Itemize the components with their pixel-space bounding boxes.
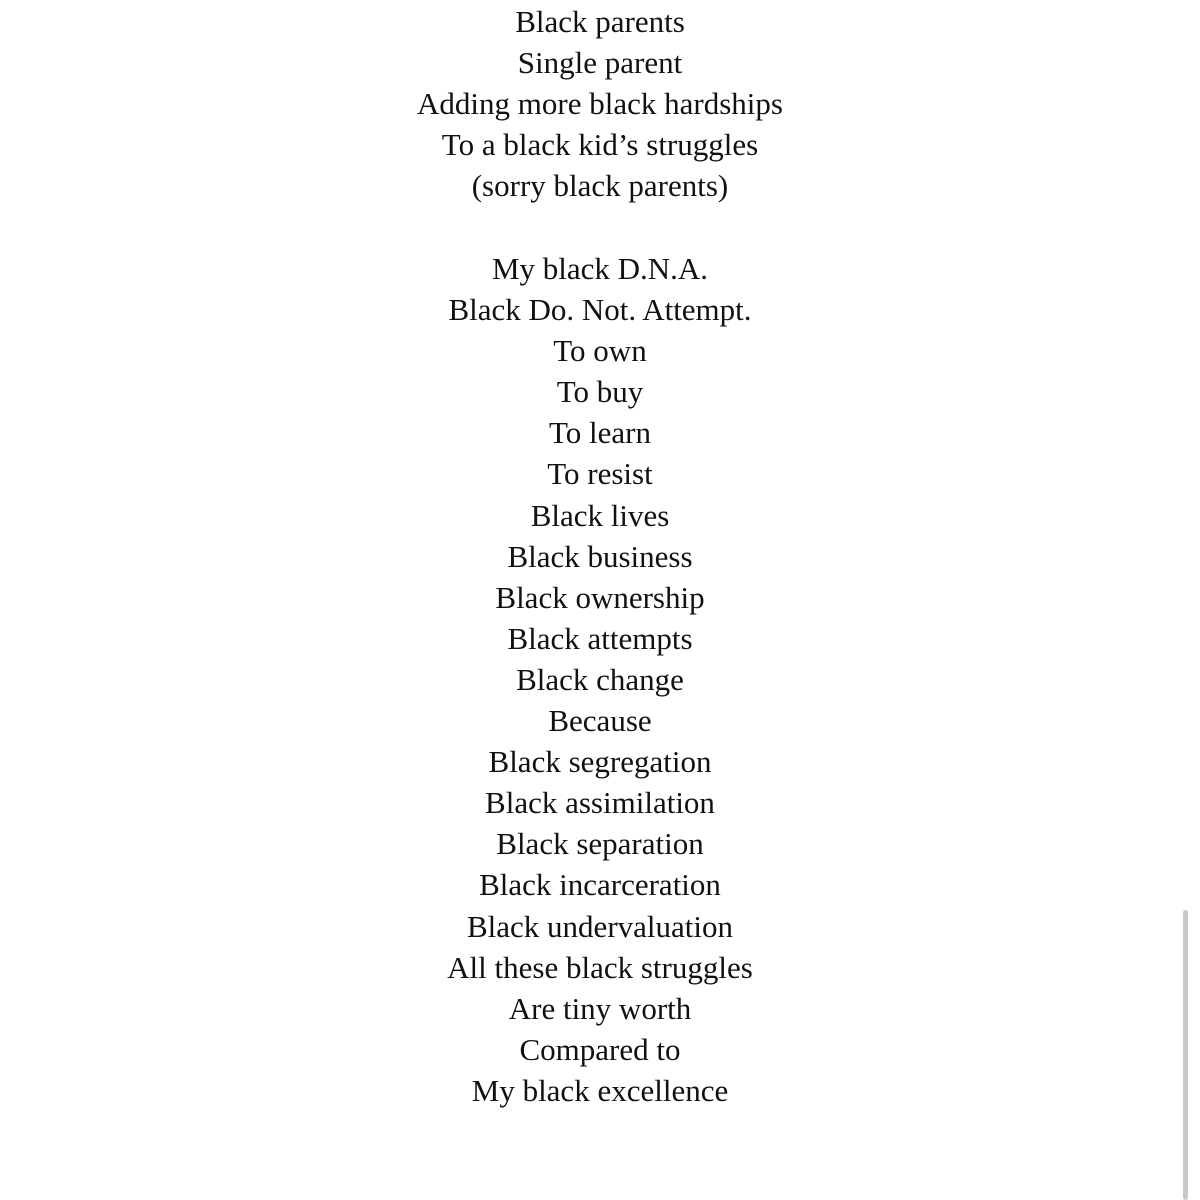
poem-line: Black ownership — [495, 579, 705, 615]
stanza-2 — [0, 248, 1200, 1111]
poem-line: All these black struggles — [447, 949, 753, 985]
poem-line: Black undervaluation — [467, 908, 733, 944]
poem-line: Black assimilation — [485, 785, 715, 821]
poem-line: Black lives — [530, 497, 670, 533]
poem-line: To resist — [547, 456, 653, 492]
poem-line: Are tiny worth — [508, 990, 692, 1026]
poem-line: To own — [553, 333, 647, 369]
poem-line: Black incarceration — [479, 867, 721, 903]
poem-line: Adding more black hardships — [417, 86, 783, 122]
poem-line: My black excellence — [471, 1072, 729, 1108]
poem-line: Single parent — [517, 45, 683, 81]
stanza-1 — [0, 1, 1200, 206]
poem-line: Black parents — [515, 4, 685, 39]
poem-line: To a black kid’s struggles — [441, 127, 759, 163]
poem-line: My black D.N.A. — [491, 251, 709, 286]
poem-line: Black attempts — [507, 620, 693, 656]
poem-line: Black segregation — [488, 744, 712, 780]
poem-line: Because — [548, 703, 652, 739]
scrollbar[interactable] — [1183, 910, 1188, 1200]
poem-line: Black business — [507, 538, 693, 574]
poem-line: To buy — [556, 374, 644, 410]
poem-line: Black separation — [496, 826, 704, 862]
poem-line: Compared to — [519, 1031, 681, 1067]
poem-line: (sorry black parents) — [471, 168, 729, 204]
poem-line: Black change — [516, 661, 684, 697]
poem-line: To learn — [549, 415, 651, 451]
poem-line: Black Do. Not. Attempt. — [448, 292, 752, 328]
